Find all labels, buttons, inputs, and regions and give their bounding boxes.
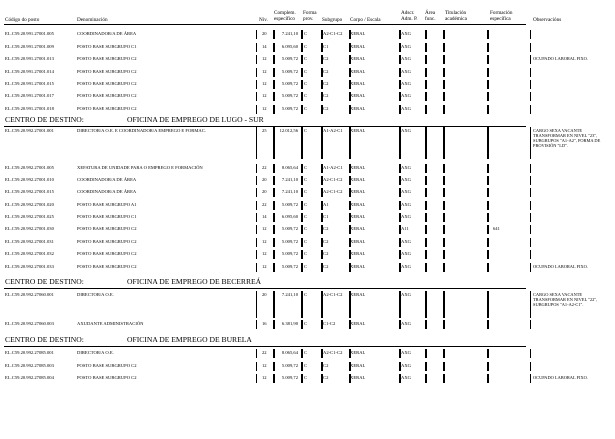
cell-sub: A2-C1-C2 xyxy=(323,292,343,297)
cell-border xyxy=(425,92,445,101)
cell-sub: A2-C1-C2 xyxy=(323,177,343,182)
cell-adscr: AXG xyxy=(401,106,411,111)
cell-border xyxy=(443,238,489,247)
cell-adscr: AXG xyxy=(401,251,411,256)
cell-border xyxy=(487,30,531,39)
header-forma: Forma prov. xyxy=(303,10,317,22)
section-title: OFICINA DE EMPREGO DE BURELA xyxy=(127,335,252,344)
cell-name: POSTO BASE SUBGRUPO C2 xyxy=(77,375,137,380)
cell-form: C xyxy=(304,93,308,98)
cell-border xyxy=(443,43,489,52)
cell-name: POSTO BASE SUBGRUPO C2 xyxy=(77,56,137,61)
cell-amount: 5.009,72 xyxy=(281,69,298,74)
cell-amount: 7.241,10 xyxy=(281,31,298,36)
cell-level: 20 xyxy=(262,31,267,36)
cell-amount: 5.009,72 xyxy=(281,251,298,256)
section-rule xyxy=(4,288,526,289)
cell-corpo: XERAL xyxy=(350,106,366,111)
header-nivel: Niv. xyxy=(259,17,268,23)
cell-code: EL.C59.20.992.27001.010 xyxy=(5,177,54,182)
cell-border xyxy=(425,201,445,210)
header-denominacion: Denominación xyxy=(77,17,108,23)
cell-border xyxy=(487,164,531,173)
cell-border xyxy=(443,225,489,234)
cell-amount: 5.009,72 xyxy=(281,93,298,98)
cell-sub: C2 xyxy=(323,69,329,74)
cell-sub: C1 xyxy=(323,214,329,219)
cell-corpo: XERAL xyxy=(350,189,366,194)
cell-code: EL.C59.20.992.27001.030 xyxy=(5,226,54,231)
cell-sub: A1-A2-C1 xyxy=(323,128,343,133)
cell-code: EL.C59.20.991.27001.013 xyxy=(5,56,54,61)
cell-amount: 5.009,72 xyxy=(281,106,298,111)
cell-border xyxy=(487,213,531,222)
cell-border xyxy=(443,263,489,272)
cell-amount: 7.241,10 xyxy=(281,177,298,182)
cell-sub: C1-C2 xyxy=(323,321,336,326)
cell-name: POSTO BASE SUBGRUPO C2 xyxy=(77,239,137,244)
cell-form: C xyxy=(304,239,308,244)
cell-border xyxy=(425,349,445,358)
cell-name: POSTO BASE SUBGRUPO C2 xyxy=(77,93,137,98)
table-row xyxy=(0,321,615,332)
cell-level: 22 xyxy=(262,350,267,355)
cell-form: C xyxy=(304,214,308,219)
cell-corpo: XERAL xyxy=(350,292,366,297)
cell-corpo: XERAL xyxy=(350,81,366,86)
header-formacion: Formación específica xyxy=(490,10,513,22)
cell-code: EL.C59.20.992.27001.033 xyxy=(5,264,54,269)
cell-name: DIRECTOR/A O.E. xyxy=(77,292,114,297)
cell-border xyxy=(443,68,489,77)
cell-adscr: AXG xyxy=(401,81,411,86)
table-row xyxy=(0,375,615,386)
cell-adscr: AXG xyxy=(401,239,411,244)
cell-name: POSTO BASE SUBGRUPO C1 xyxy=(77,44,137,49)
cell-corpo: XERAL xyxy=(350,363,366,368)
cell-corpo: XERAL xyxy=(350,69,366,74)
section-label: CENTRO DE DESTINO: xyxy=(5,115,84,124)
cell-level: 22 xyxy=(262,202,267,207)
cell-level: 12 xyxy=(262,226,267,231)
cell-adscr: AXG xyxy=(401,363,411,368)
cell-name: POSTO BASE SUBGRUPO C1 xyxy=(77,214,137,219)
cell-border xyxy=(487,374,531,383)
cell-code: EL.C59.20.992.27001.001 xyxy=(5,128,54,133)
header-complemento: Complem. específico xyxy=(274,10,296,22)
cell-sub: C2 xyxy=(323,363,329,368)
cell-form: C xyxy=(304,69,308,74)
cell-sub: A1 xyxy=(323,202,329,207)
cell-name: AXUDANTE ADMINISTRACIÓN xyxy=(77,321,144,326)
cell-border xyxy=(443,362,489,371)
cell-amount: 6.095,60 xyxy=(281,214,298,219)
cell-observacions: OCUPADO LABORAL FIXO. xyxy=(533,56,588,61)
cell-adscr: AXG xyxy=(401,44,411,49)
cell-amount: 6.381,90 xyxy=(281,321,298,326)
cell-border xyxy=(443,349,489,358)
cell-border xyxy=(487,176,531,185)
cell-name: COORDINADOR/A DE ÁREA xyxy=(77,31,137,36)
section-title: OFICINA DE EMPREGO DE LUGO - SUR xyxy=(127,115,264,124)
cell-border xyxy=(487,188,531,197)
cell-form: C xyxy=(304,375,308,380)
cell-border xyxy=(443,374,489,383)
cell-border xyxy=(487,201,531,210)
table-row xyxy=(0,177,615,188)
section-label: CENTRO DE DESTINO: xyxy=(5,335,84,344)
cell-form: C xyxy=(304,363,308,368)
cell-sub: A2-C1-C2 xyxy=(323,31,343,36)
cell-border xyxy=(443,164,489,173)
cell-border xyxy=(487,238,531,247)
cell-amount: 12.012,56 xyxy=(279,128,298,133)
cell-form: C xyxy=(304,165,308,170)
table-row xyxy=(0,292,615,321)
cell-level: 12 xyxy=(262,93,267,98)
cell-border xyxy=(425,127,445,159)
cell-sub: A1-A2-C1 xyxy=(323,165,343,170)
cell-border xyxy=(487,55,531,64)
cell-sub: C2 xyxy=(323,239,329,244)
cell-form: C xyxy=(304,189,308,194)
cell-form-esp: 641 xyxy=(493,226,500,231)
cell-form: C xyxy=(304,226,308,231)
cell-border xyxy=(425,105,445,114)
cell-code: EL.C59.20.991.27001.018 xyxy=(5,106,54,111)
cell-adscr: AXG xyxy=(401,350,411,355)
cell-name: DIRECTOR/A O.E. xyxy=(77,350,114,355)
cell-border xyxy=(425,374,445,383)
table-row xyxy=(0,106,615,117)
cell-adscr: AXG xyxy=(401,69,411,74)
cell-code: EL.C59.20.992.27001.005 xyxy=(5,165,54,170)
cell-observacions: OCUPADO LABORAL FIXO. xyxy=(533,375,588,380)
table-row xyxy=(0,81,615,92)
cell-border xyxy=(443,92,489,101)
header-corpo: Corpo / Escala xyxy=(350,17,381,23)
cell-amount: 5.009,72 xyxy=(281,202,298,207)
table-row xyxy=(0,214,615,225)
cell-border xyxy=(425,176,445,185)
cell-name: COORDINADOR/A DE ÁREA xyxy=(77,189,137,194)
cell-amount: 8.065,64 xyxy=(281,350,298,355)
cell-adscr: AXG xyxy=(401,202,411,207)
header-area: Área func. xyxy=(425,10,436,22)
header-subgrupo: Subgrupo xyxy=(322,17,343,23)
section-title: OFICINA DE EMPREGO DE BECERREÁ xyxy=(127,277,262,286)
cell-border xyxy=(425,250,445,259)
cell-sub: C2 xyxy=(323,251,329,256)
cell-form: C xyxy=(304,264,308,269)
cell-border xyxy=(443,291,489,318)
cell-level: 12 xyxy=(262,69,267,74)
cell-border xyxy=(425,225,445,234)
cell-amount: 5.009,72 xyxy=(281,56,298,61)
cell-level: 12 xyxy=(262,375,267,380)
cell-level: 12 xyxy=(262,56,267,61)
header-titulacion: Titulación académica xyxy=(445,10,467,22)
table-row xyxy=(0,69,615,80)
cell-name: POSTO BASE SUBGRUPO C2 xyxy=(77,251,137,256)
cell-corpo: XERAL xyxy=(350,226,366,231)
cell-form: C xyxy=(304,177,308,182)
cell-corpo: XERAL xyxy=(350,93,366,98)
cell-border xyxy=(487,105,531,114)
cell-corpo: XERAL xyxy=(350,375,366,380)
table-row xyxy=(0,239,615,250)
cell-level: 16 xyxy=(262,321,267,326)
cell-amount: 5.009,72 xyxy=(281,226,298,231)
cell-corpo: XERAL xyxy=(350,202,366,207)
cell-form: C xyxy=(304,106,308,111)
cell-code: EL.C59.20.992.27001.032 xyxy=(5,251,54,256)
cell-sub: A2-C1-C2 xyxy=(323,350,343,355)
header-rule xyxy=(4,24,526,25)
table-row xyxy=(0,44,615,55)
cell-border xyxy=(487,263,531,272)
cell-name: POSTO BASE SUBGRUPO C2 xyxy=(77,69,137,74)
cell-border xyxy=(425,80,445,89)
cell-border xyxy=(443,176,489,185)
header-adscr: Adscr. Adm. P. xyxy=(401,10,418,22)
cell-corpo: XERAL xyxy=(350,165,366,170)
cell-adscr: AXG xyxy=(401,31,411,36)
cell-sub: A2-C1-C2 xyxy=(323,189,343,194)
cell-border xyxy=(425,291,445,318)
table-row xyxy=(0,31,615,42)
cell-form: C xyxy=(304,128,308,133)
cell-border xyxy=(425,213,445,222)
cell-corpo: XERAL xyxy=(350,321,366,326)
cell-corpo: XERAL xyxy=(350,350,366,355)
cell-sub: C2 xyxy=(323,81,329,86)
table-row xyxy=(0,350,615,361)
cell-border xyxy=(487,127,531,159)
cell-code: EL.C59.20.991.27001.015 xyxy=(5,81,54,86)
cell-adscr: AXG xyxy=(401,128,411,133)
cell-sub: C2 xyxy=(323,375,329,380)
cell-sub: C2 xyxy=(323,226,329,231)
cell-corpo: XERAL xyxy=(350,44,366,49)
cell-form: C xyxy=(304,350,308,355)
cell-border xyxy=(487,250,531,259)
cell-border xyxy=(487,349,531,358)
cell-amount: 5.009,72 xyxy=(281,375,298,380)
cell-corpo: XERAL xyxy=(350,177,366,182)
cell-border xyxy=(443,201,489,210)
cell-code: EL.C59.20.992.27001.015 xyxy=(5,189,54,194)
cell-name: POSTO BASE SUBGRUPO C2 xyxy=(77,106,137,111)
cell-level: 12 xyxy=(262,106,267,111)
cell-border xyxy=(443,127,489,159)
header-observacions: Observacións xyxy=(533,17,562,23)
cell-code: EL.C59.20.991.27001.009 xyxy=(5,44,54,49)
cell-border xyxy=(425,43,445,52)
cell-form: C xyxy=(304,321,308,326)
cell-code: EL.C59.20.992.27001.020 xyxy=(5,202,54,207)
cell-level: 20 xyxy=(262,177,267,182)
cell-level: 12 xyxy=(262,264,267,269)
table-row xyxy=(0,264,615,275)
cell-code: EL.C59.20.992.27085.001 xyxy=(5,350,54,355)
cell-sub: C2 xyxy=(323,264,329,269)
cell-name: POSTO BASE SUBGRUPO C2 xyxy=(77,264,137,269)
cell-adscr: AXG xyxy=(401,177,411,182)
cell-corpo: XERAL xyxy=(350,214,366,219)
section-label: CENTRO DE DESTINO: xyxy=(5,277,84,286)
cell-border xyxy=(487,80,531,89)
cell-observacions: CARGO SEXA VACANTE TRANSFORMAR EN NIVEL "22", SUBGRUPOS "A1-A2-C1". xyxy=(533,292,598,307)
cell-border xyxy=(425,263,445,272)
cell-corpo: XERAL xyxy=(350,128,366,133)
cell-amount: 5.009,72 xyxy=(281,239,298,244)
cell-border xyxy=(425,320,445,329)
cell-border xyxy=(425,30,445,39)
cell-sub: C2 xyxy=(323,106,329,111)
cell-observacions: OCUPADO LABORAL FIXO. xyxy=(533,264,588,269)
cell-code: EL.C59.20.992.27060.001 xyxy=(5,292,54,297)
cell-name: POSTO BASE SUBGRUPO A1 xyxy=(77,202,137,207)
cell-form: C xyxy=(304,292,308,297)
cell-adscr: AXG xyxy=(401,375,411,380)
cell-code: EL.C59.20.991.27001.017 xyxy=(5,93,54,98)
cell-level: 22 xyxy=(262,165,267,170)
table-row xyxy=(0,251,615,262)
cell-border xyxy=(487,320,531,329)
cell-amount: 5.009,72 xyxy=(281,81,298,86)
cell-amount: 7.241,10 xyxy=(281,189,298,194)
cell-sub: C2 xyxy=(323,56,329,61)
cell-adscr: AXG xyxy=(401,93,411,98)
cell-level: 14 xyxy=(262,44,267,49)
cell-border xyxy=(425,55,445,64)
cell-adscr: AXG xyxy=(401,214,411,219)
table-row xyxy=(0,202,615,213)
cell-adscr: A11 xyxy=(401,226,409,231)
cell-code: EL.C59.20.991.27001.014 xyxy=(5,69,54,74)
cell-sub: C1 xyxy=(323,44,329,49)
cell-name: POSTO BASE SUBGRUPO C2 xyxy=(77,363,137,368)
cell-border xyxy=(443,188,489,197)
cell-adscr: AXG xyxy=(401,264,411,269)
cell-amount: 5.009,72 xyxy=(281,264,298,269)
cell-observacions: CARGO SEXA VACANTE TRANSFORMAR EN NIVEL "23", SUBGRUPOS "A1-A2", FORMA DE PROVISIÓN "LD". xyxy=(533,128,601,148)
header-codigo: Código do posto xyxy=(5,17,40,23)
cell-border xyxy=(487,92,531,101)
cell-level: 14 xyxy=(262,214,267,219)
cell-corpo: XERAL xyxy=(350,239,366,244)
section-rule xyxy=(4,346,526,347)
cell-border xyxy=(425,362,445,371)
cell-code: EL.C59.20.992.27085.004 xyxy=(5,375,54,380)
cell-border xyxy=(487,43,531,52)
cell-corpo: XERAL xyxy=(350,31,366,36)
table-row xyxy=(0,93,615,104)
cell-border xyxy=(425,188,445,197)
cell-border xyxy=(487,362,531,371)
cell-level: 12 xyxy=(262,251,267,256)
cell-code: EL.C59.20.992.27060.003 xyxy=(5,321,54,326)
cell-name: POSTO BASE SUBGRUPO C2 xyxy=(77,226,137,231)
cell-adscr: AXG xyxy=(401,189,411,194)
cell-level: 12 xyxy=(262,239,267,244)
cell-form: C xyxy=(304,56,308,61)
cell-level: 20 xyxy=(262,292,267,297)
cell-level: 12 xyxy=(262,363,267,368)
table-row xyxy=(0,165,615,176)
cell-sub: C2 xyxy=(323,93,329,98)
cell-form: C xyxy=(304,31,308,36)
cell-amount: 7.241,10 xyxy=(281,292,298,297)
cell-form: C xyxy=(304,202,308,207)
cell-name: POSTO BASE SUBGRUPO C2 xyxy=(77,81,137,86)
cell-code: EL.C59.20.992.27085.003 xyxy=(5,363,54,368)
cell-adscr: AXG xyxy=(401,56,411,61)
cell-border xyxy=(425,68,445,77)
cell-border xyxy=(443,213,489,222)
cell-border xyxy=(443,250,489,259)
cell-name: COORDINADOR/A DE ÁREA xyxy=(77,177,137,182)
cell-border xyxy=(425,238,445,247)
table-row xyxy=(0,56,615,67)
cell-code: EL.C59.20.992.27001.025 xyxy=(5,214,54,219)
cell-level: 12 xyxy=(262,81,267,86)
table-row xyxy=(0,128,615,162)
table-row xyxy=(0,226,615,237)
cell-corpo: XERAL xyxy=(350,264,366,269)
cell-amount: 5.009,72 xyxy=(281,363,298,368)
cell-adscr: AXG xyxy=(401,165,411,170)
cell-level: 20 xyxy=(262,189,267,194)
cell-border xyxy=(487,291,531,318)
cell-border xyxy=(487,68,531,77)
cell-amount: 8.065,64 xyxy=(281,165,298,170)
cell-corpo: XERAL xyxy=(350,56,366,61)
cell-border xyxy=(443,80,489,89)
cell-border xyxy=(443,105,489,114)
cell-border xyxy=(443,30,489,39)
cell-adscr: AXG xyxy=(401,292,411,297)
cell-name: DIRECTOR/A O.E. E COORDINADOR/A EMPREGO E FORMAC. xyxy=(77,128,206,133)
cell-border xyxy=(443,55,489,64)
cell-name: XEFATURA DE UNIDADE PARA O EMPREGO E FORMACIÓN xyxy=(77,165,203,170)
cell-code: EL.C59.20.992.27001.031 xyxy=(5,239,54,244)
cell-border xyxy=(425,164,445,173)
cell-adscr: AXG xyxy=(401,321,411,326)
cell-amount: 6.095,60 xyxy=(281,44,298,49)
cell-level: 25 xyxy=(262,128,267,133)
cell-border xyxy=(443,320,489,329)
cell-form: C xyxy=(304,44,308,49)
cell-form: C xyxy=(304,81,308,86)
table-row xyxy=(0,363,615,374)
table-row xyxy=(0,189,615,200)
cell-corpo: XERAL xyxy=(350,251,366,256)
cell-form: C xyxy=(304,251,308,256)
cell-code: EL.C59.20.991.27001.005 xyxy=(5,31,54,36)
